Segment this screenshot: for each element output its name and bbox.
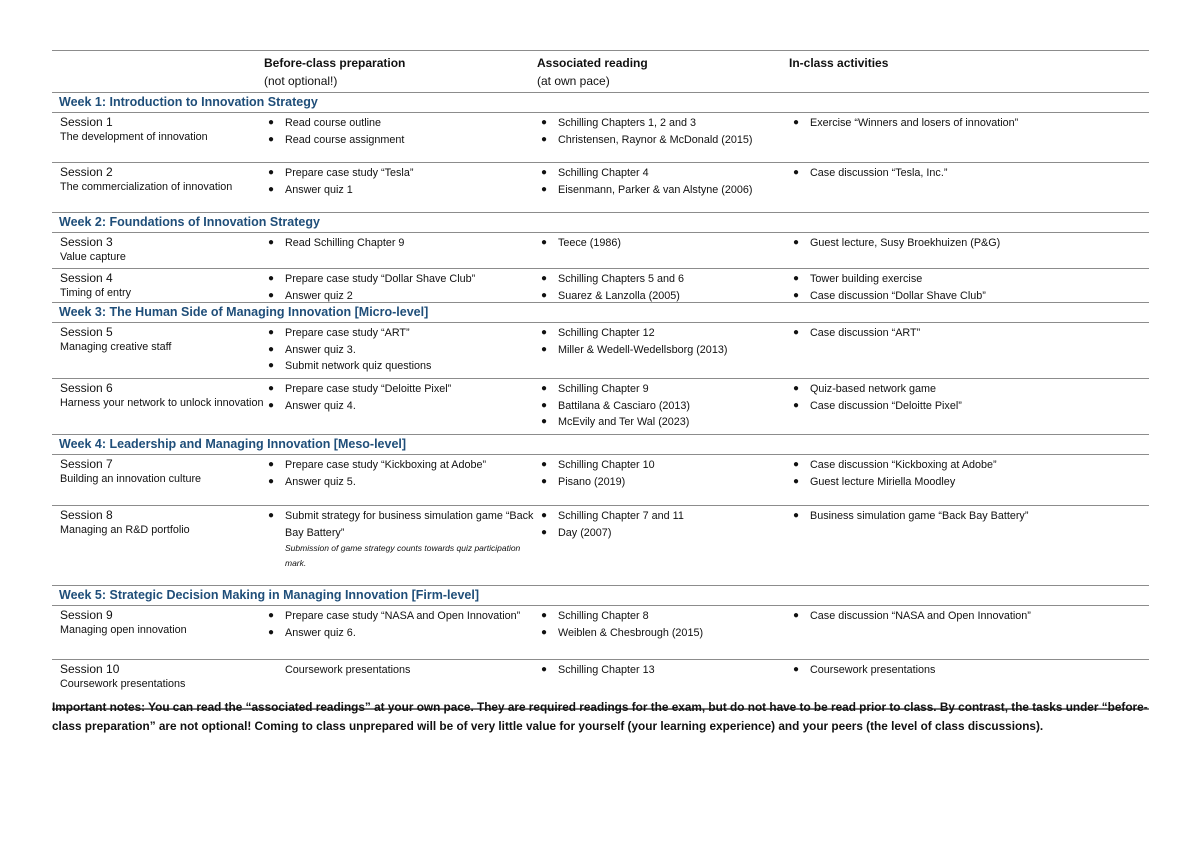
activity-item bbox=[789, 165, 1149, 182]
header-prep bbox=[264, 51, 537, 92]
activity-text: Case discussion “Tesla, Inc.” bbox=[810, 167, 948, 179]
prep-text: Read course assignment bbox=[285, 133, 405, 146]
activity-list bbox=[789, 233, 1149, 252]
header-prep-title: Before-class preparation bbox=[264, 56, 406, 70]
session-name: Session 3 bbox=[60, 235, 113, 249]
reading-item bbox=[537, 288, 789, 305]
reading-text: Pisano (2019) bbox=[558, 475, 626, 488]
activity-text: Tower building exercise bbox=[810, 273, 923, 285]
session-topic: Building an innovation culture bbox=[60, 473, 202, 485]
session-topic: Timing of entry bbox=[60, 287, 132, 299]
bullet-icon: ● bbox=[541, 383, 548, 394]
bullet-icon: ● bbox=[268, 610, 275, 621]
activity-text: Exercise “Winners and losers of innovation” bbox=[810, 117, 1019, 129]
bullet-icon: ● bbox=[793, 610, 800, 621]
reading-cell bbox=[537, 606, 789, 659]
reading-item bbox=[537, 235, 789, 252]
session-name: Session 1 bbox=[60, 115, 113, 129]
prep-text: Prepare case study “NASA and Open Innovation” bbox=[285, 610, 521, 622]
table-header bbox=[52, 51, 1149, 92]
bullet-icon: ● bbox=[268, 327, 275, 338]
activity-list bbox=[789, 379, 1149, 414]
prep-cell bbox=[264, 113, 537, 162]
session-topic: Coursework presentations bbox=[60, 678, 186, 690]
activities-cell bbox=[789, 379, 1149, 434]
reading-item bbox=[537, 342, 789, 359]
session-topic: The commercialization of innovation bbox=[60, 181, 233, 193]
session-cell bbox=[52, 113, 264, 162]
activity-list bbox=[789, 269, 1149, 304]
activities-cell bbox=[789, 233, 1149, 268]
header-reading bbox=[537, 51, 789, 92]
reading-item bbox=[537, 508, 789, 525]
activity-item bbox=[789, 271, 1149, 288]
activity-item bbox=[789, 115, 1149, 132]
bullet-icon: ● bbox=[268, 133, 275, 145]
table-row bbox=[52, 269, 1149, 302]
reading-text: Weiblen & Chesbrough (2015) bbox=[558, 626, 704, 639]
bullet-icon: ● bbox=[793, 237, 800, 248]
activity-list bbox=[789, 660, 1149, 679]
bullet-icon: ● bbox=[793, 327, 800, 338]
prep-text: Prepare case study “ART” bbox=[285, 327, 410, 339]
bullet-icon: ● bbox=[268, 183, 275, 195]
prep-item bbox=[264, 381, 537, 398]
reading-text: McEvily and Ter Wal (2023) bbox=[558, 416, 690, 428]
bullet-icon: ● bbox=[541, 475, 548, 487]
bullet-icon: ● bbox=[268, 237, 275, 248]
session-name: Session 10 bbox=[60, 662, 120, 676]
week-heading: Week 5: Strategic Decision Making in Managing Innovation [Firm-level] bbox=[59, 588, 479, 602]
session-topic: Value capture bbox=[60, 251, 126, 263]
reading-text: Schilling Chapters 1, 2 and 3 bbox=[558, 117, 697, 129]
table-row bbox=[52, 506, 1149, 585]
reading-cell bbox=[537, 269, 789, 302]
bullet-icon: ● bbox=[793, 399, 800, 411]
session-cell bbox=[52, 606, 264, 659]
bullet-icon: ● bbox=[541, 664, 548, 675]
reading-text: Battilana & Casciaro (2013) bbox=[558, 399, 691, 412]
prep-item bbox=[264, 115, 537, 132]
header-reading-title: Associated reading bbox=[537, 56, 648, 70]
activity-list bbox=[789, 455, 1149, 490]
reading-list bbox=[537, 455, 789, 490]
bullet-icon: ● bbox=[268, 117, 275, 128]
activity-list bbox=[789, 323, 1149, 342]
session-cell bbox=[52, 379, 264, 434]
session-topic: Managing an R&D portfolio bbox=[60, 524, 190, 536]
table-row bbox=[52, 113, 1149, 162]
table-row bbox=[52, 323, 1149, 378]
activities-cell bbox=[789, 163, 1149, 212]
prep-item: Coursework presentations bbox=[285, 664, 411, 676]
bullet-icon: ● bbox=[541, 610, 548, 621]
prep-cell bbox=[264, 269, 537, 302]
reading-text: Day (2007) bbox=[558, 526, 612, 539]
bullet-icon: ● bbox=[268, 167, 275, 178]
prep-text: Prepare case study “Dollar Shave Club” bbox=[285, 273, 476, 285]
prep-item bbox=[264, 358, 537, 375]
session-topic: Managing open innovation bbox=[60, 624, 187, 636]
reading-item bbox=[537, 115, 789, 132]
activity-text: Coursework presentations bbox=[810, 664, 936, 676]
activity-text: Case discussion “NASA and Open Innovation” bbox=[810, 610, 1031, 622]
prep-cell bbox=[264, 379, 537, 434]
bullet-icon: ● bbox=[793, 167, 800, 178]
prep-cell bbox=[264, 163, 537, 212]
reading-list bbox=[537, 113, 789, 148]
header-activities-title: In-class activities bbox=[789, 56, 889, 70]
prep-text: Read course outline bbox=[285, 117, 382, 129]
session-cell bbox=[52, 506, 264, 585]
bullet-icon: ● bbox=[793, 117, 800, 128]
bullet-icon: ● bbox=[793, 664, 800, 675]
reading-list bbox=[537, 233, 789, 252]
reading-item bbox=[537, 398, 789, 415]
prep-list bbox=[264, 163, 537, 198]
reading-text: Schilling Chapter 7 and 11 bbox=[558, 510, 684, 522]
session-name: Session 8 bbox=[60, 508, 113, 522]
prep-cell bbox=[264, 455, 537, 505]
prep-text: Answer quiz 6. bbox=[285, 626, 356, 639]
prep-text: Prepare case study “Tesla” bbox=[285, 167, 414, 179]
schedule-table bbox=[52, 50, 1149, 710]
session-topic: The development of innovation bbox=[60, 131, 208, 143]
reading-text: Eisenmann, Parker & van Alstyne (2006) bbox=[558, 183, 753, 196]
reading-list bbox=[537, 163, 789, 198]
reading-list bbox=[537, 660, 789, 679]
activity-item bbox=[789, 325, 1149, 342]
week-heading: Week 2: Foundations of Innovation Strategy bbox=[59, 215, 320, 229]
bullet-icon: ● bbox=[541, 183, 548, 195]
session-topic: Managing creative staff bbox=[60, 341, 172, 353]
bullet-icon: ● bbox=[541, 167, 548, 178]
session-name: Session 5 bbox=[60, 325, 113, 339]
activity-list bbox=[789, 606, 1149, 625]
table-row bbox=[52, 379, 1149, 434]
bullet-icon: ● bbox=[793, 289, 800, 301]
table-row bbox=[52, 163, 1149, 212]
bullet-icon: ● bbox=[541, 117, 548, 128]
prep-text: Answer quiz 3. bbox=[285, 343, 356, 356]
prep-list bbox=[264, 455, 537, 490]
activity-list bbox=[789, 113, 1149, 132]
prep-item bbox=[264, 342, 537, 359]
activities-cell bbox=[789, 269, 1149, 302]
bullet-icon: ● bbox=[268, 459, 275, 470]
activities-cell bbox=[789, 506, 1149, 585]
reading-cell bbox=[537, 323, 789, 378]
activity-item bbox=[789, 235, 1149, 252]
prep-text: Prepare case study “Kickboxing at Adobe” bbox=[285, 459, 487, 471]
reading-item bbox=[537, 165, 789, 182]
prep-list bbox=[264, 113, 537, 148]
prep-list bbox=[264, 323, 537, 375]
session-cell bbox=[52, 233, 264, 268]
prep-list bbox=[264, 233, 537, 252]
activities-cell bbox=[789, 606, 1149, 659]
activity-item bbox=[789, 457, 1149, 474]
reading-list bbox=[537, 606, 789, 641]
reading-item bbox=[537, 474, 789, 491]
week-heading: Week 3: The Human Side of Managing Innovation [Micro-level] bbox=[59, 305, 429, 319]
activity-item bbox=[789, 398, 1149, 415]
reading-list bbox=[537, 379, 789, 431]
bullet-icon: ● bbox=[268, 626, 275, 638]
bullet-icon: ● bbox=[793, 475, 800, 487]
session-topic: Harness your network to unlock innovation bbox=[60, 397, 264, 409]
reading-item bbox=[537, 271, 789, 288]
activities-cell bbox=[789, 113, 1149, 162]
prep-item bbox=[264, 398, 537, 415]
activity-text: Quiz-based network game bbox=[810, 383, 937, 395]
prep-text: Prepare case study “Deloitte Pixel” bbox=[285, 383, 452, 395]
prep-cell bbox=[264, 323, 537, 378]
bullet-icon: ● bbox=[793, 510, 800, 521]
prep-text: Answer quiz 5. bbox=[285, 475, 356, 488]
reading-text: Teece (1986) bbox=[558, 237, 622, 249]
session-cell bbox=[52, 269, 264, 302]
session-cell bbox=[52, 163, 264, 212]
session-cell bbox=[52, 455, 264, 505]
activities-cell bbox=[789, 455, 1149, 505]
bullet-icon: ● bbox=[541, 510, 548, 521]
session-name: Session 9 bbox=[60, 608, 113, 622]
bullet-icon: ● bbox=[268, 510, 275, 521]
bullet-icon: ● bbox=[268, 273, 275, 284]
prep-list bbox=[264, 506, 537, 541]
activity-item bbox=[789, 662, 1149, 679]
bullet-icon: ● bbox=[541, 343, 548, 355]
prep-item bbox=[264, 132, 537, 149]
bullet-icon: ● bbox=[541, 526, 548, 538]
reading-cell bbox=[537, 163, 789, 212]
reading-text: Schilling Chapter 10 bbox=[558, 459, 655, 471]
bullet-icon: ● bbox=[541, 626, 548, 638]
prep-text: Read Schilling Chapter 9 bbox=[285, 237, 405, 249]
activity-list bbox=[789, 506, 1149, 525]
reading-item bbox=[537, 608, 789, 625]
reading-item bbox=[537, 525, 789, 542]
reading-cell bbox=[537, 233, 789, 268]
prep-text: Answer quiz 1 bbox=[285, 183, 353, 196]
bullet-icon: ● bbox=[541, 327, 548, 338]
header-empty bbox=[52, 51, 264, 92]
activities-cell bbox=[789, 323, 1149, 378]
prep-item bbox=[264, 271, 537, 288]
session-name: Session 6 bbox=[60, 381, 113, 395]
prep-list bbox=[264, 379, 537, 414]
activity-item bbox=[789, 608, 1149, 625]
reading-item bbox=[537, 182, 789, 199]
prep-text: Answer quiz 2 bbox=[285, 289, 353, 302]
prep-text: Submit strategy for business simulation game “Back Bay Battery” bbox=[285, 510, 534, 539]
week-heading: Week 1: Introduction to Innovation Strategy bbox=[59, 95, 318, 109]
activity-text: Case discussion “Deloitte Pixel” bbox=[810, 399, 962, 412]
prep-list bbox=[264, 660, 537, 679]
bullet-icon: ● bbox=[541, 289, 548, 301]
reading-text: Schilling Chapter 4 bbox=[558, 167, 649, 179]
prep-list bbox=[264, 606, 537, 641]
prep-item bbox=[264, 325, 537, 342]
reading-item bbox=[537, 381, 789, 398]
table-row bbox=[52, 233, 1149, 268]
activity-item bbox=[789, 381, 1149, 398]
bullet-icon: ● bbox=[541, 416, 548, 427]
header-prep-subtitle: (not optional!) bbox=[264, 74, 338, 88]
bullet-icon: ● bbox=[268, 343, 275, 355]
header-reading-subtitle: (at own pace) bbox=[537, 74, 610, 88]
prep-item bbox=[264, 508, 537, 541]
reading-text: Christensen, Raynor & McDonald (2015) bbox=[558, 133, 753, 146]
prep-item bbox=[264, 608, 537, 625]
header-activities bbox=[789, 51, 1149, 92]
prep-item bbox=[264, 474, 537, 491]
bullet-icon: ● bbox=[268, 399, 275, 411]
session-name: Session 2 bbox=[60, 165, 113, 179]
bullet-icon: ● bbox=[268, 383, 275, 394]
reading-list bbox=[537, 323, 789, 358]
prep-text: Submit network quiz questions bbox=[285, 360, 432, 372]
bullet-icon: ● bbox=[268, 289, 275, 301]
reading-text: Schilling Chapter 13 bbox=[558, 664, 655, 676]
week-heading: Week 4: Leadership and Managing Innovation [Meso-level] bbox=[59, 437, 407, 451]
bullet-icon: ● bbox=[793, 459, 800, 470]
reading-text: Schilling Chapter 9 bbox=[558, 383, 649, 395]
reading-text: Schilling Chapter 12 bbox=[558, 327, 655, 339]
activity-item bbox=[789, 474, 1149, 491]
bullet-icon: ● bbox=[541, 133, 548, 145]
reading-item bbox=[537, 132, 789, 149]
prep-item bbox=[264, 165, 537, 182]
session-name: Session 7 bbox=[60, 457, 113, 471]
activity-item bbox=[789, 288, 1149, 305]
activity-text: Case discussion “Kickboxing at Adobe” bbox=[810, 459, 997, 471]
reading-item bbox=[537, 457, 789, 474]
prep-item bbox=[264, 182, 537, 199]
reading-text: Schilling Chapters 5 and 6 bbox=[558, 273, 685, 285]
reading-text: Suarez & Lanzolla (2005) bbox=[558, 289, 680, 302]
reading-cell bbox=[537, 455, 789, 505]
bullet-icon: ● bbox=[541, 399, 548, 411]
activity-text: Guest lecture, Susy Broekhuizen (P&G) bbox=[810, 237, 1001, 249]
table-row bbox=[52, 606, 1149, 659]
activity-item bbox=[789, 508, 1149, 525]
prep-item bbox=[264, 457, 537, 474]
bullet-icon: ● bbox=[268, 475, 275, 487]
table-row bbox=[52, 455, 1149, 505]
activity-text: Case discussion “Dollar Shave Club” bbox=[810, 289, 986, 302]
important-notes: Important notes: You can read the “associated readings” at your own pace. They are required readings for the exam, but do not have to be read prior to class. By contrast, the tasks under “before-class preparation” are not optional! Coming to class unprepared will be of very little value for yourself (your learning experience) and your peers (the level of class discussions). bbox=[52, 700, 1148, 733]
reading-item bbox=[537, 325, 789, 342]
bullet-icon: ● bbox=[541, 273, 548, 284]
bullet-icon: ● bbox=[541, 459, 548, 470]
reading-item bbox=[537, 414, 789, 431]
prep-item bbox=[264, 288, 537, 305]
prep-note: Submission of game strategy counts towards quiz participation mark. bbox=[285, 543, 521, 568]
activity-text: Business simulation game “Back Bay Battery” bbox=[810, 510, 1029, 522]
bullet-icon: ● bbox=[541, 237, 548, 248]
reading-cell bbox=[537, 506, 789, 585]
reading-item bbox=[537, 625, 789, 642]
session-cell bbox=[52, 323, 264, 378]
prep-list bbox=[264, 269, 537, 304]
reading-list bbox=[537, 506, 789, 541]
prep-item bbox=[264, 235, 537, 252]
activity-list bbox=[789, 163, 1149, 182]
bullet-icon: ● bbox=[268, 360, 275, 371]
reading-text: Miller & Wedell-Wedellsborg (2013) bbox=[558, 343, 728, 356]
prep-item bbox=[264, 625, 537, 642]
table-body bbox=[52, 92, 1149, 710]
bullet-icon: ● bbox=[793, 383, 800, 394]
bullet-icon: ● bbox=[793, 273, 800, 284]
prep-cell bbox=[264, 606, 537, 659]
session-name: Session 4 bbox=[60, 271, 113, 285]
reading-cell bbox=[537, 113, 789, 162]
activity-text: Case discussion “ART” bbox=[810, 327, 921, 339]
prep-cell bbox=[264, 506, 537, 585]
reading-list bbox=[537, 269, 789, 304]
reading-text: Schilling Chapter 8 bbox=[558, 610, 649, 622]
prep-cell bbox=[264, 233, 537, 268]
prep-text: Answer quiz 4. bbox=[285, 399, 356, 412]
reading-item bbox=[537, 662, 789, 679]
reading-cell bbox=[537, 379, 789, 434]
activity-text: Guest lecture Miriella Moodley bbox=[810, 475, 956, 488]
